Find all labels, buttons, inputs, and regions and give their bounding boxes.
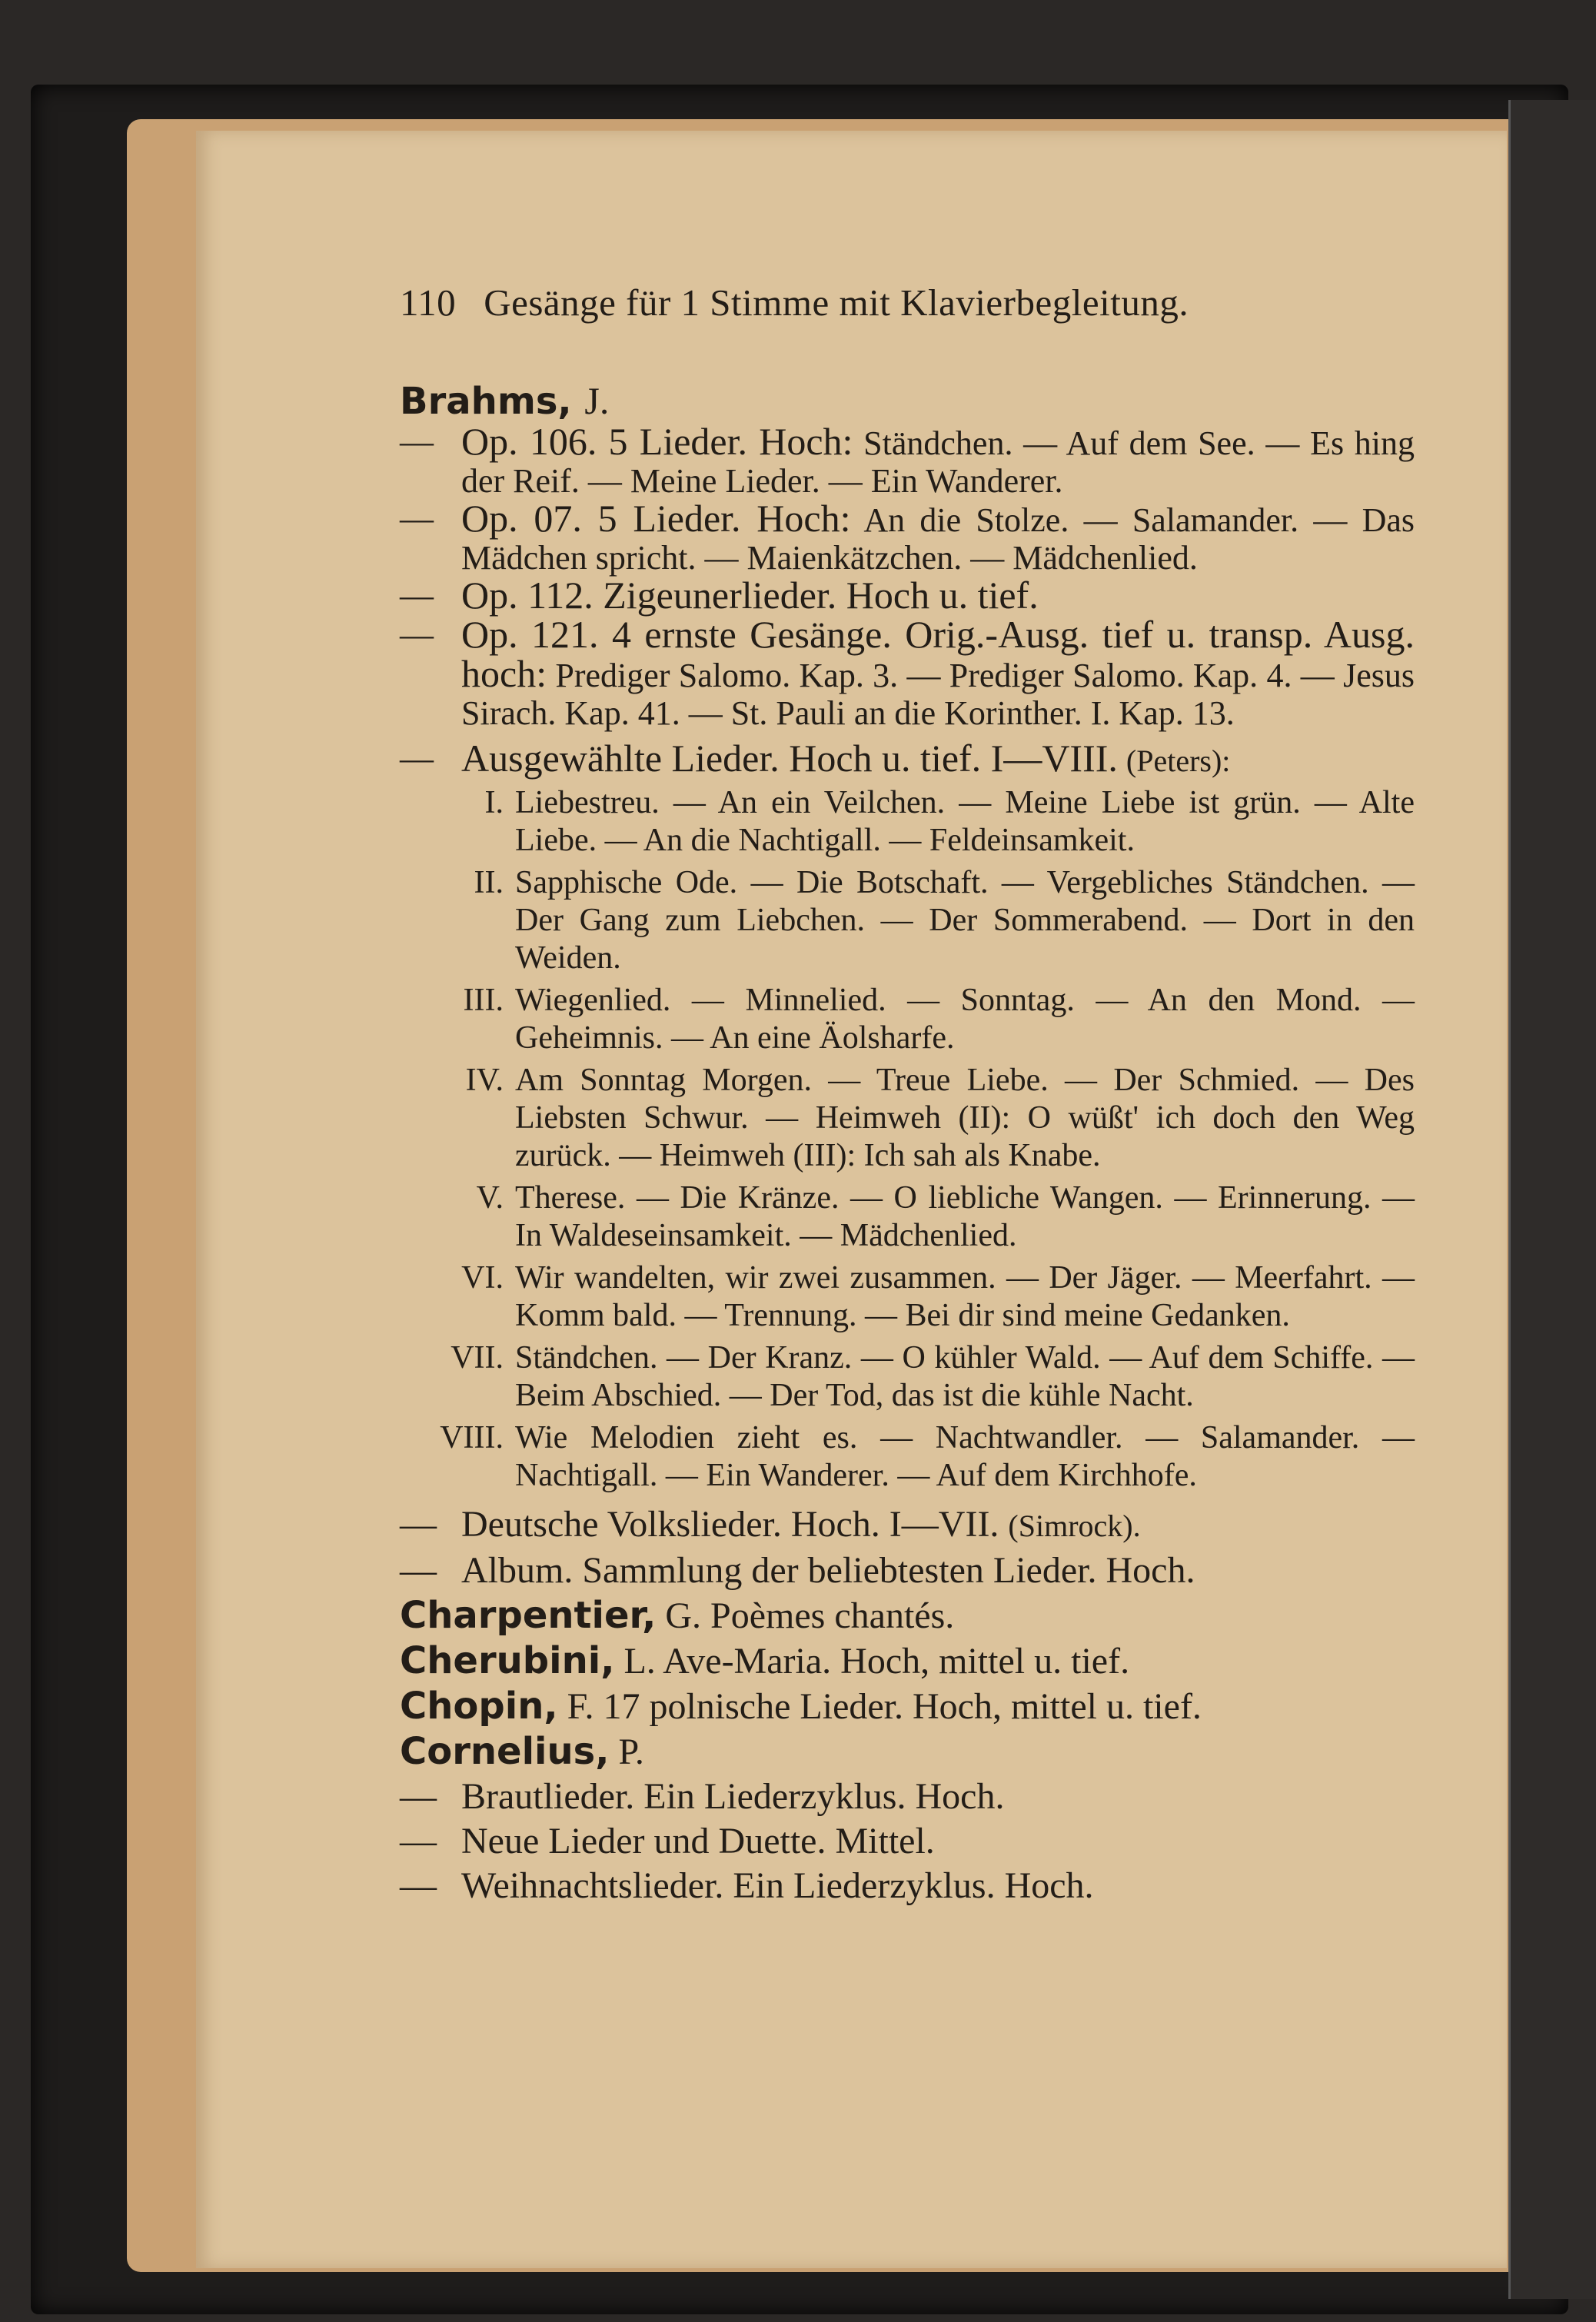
volume-contents: Wiegenlied. — Minnelied. — Sonntag. — An den Mond. — Geheimnis. — An eine Äolsharfe. <box>515 983 1415 1056</box>
work-title: Neue Lieder und Duette. Mittel. <box>461 1821 935 1861</box>
author-initial: F. <box>567 1686 594 1727</box>
work-entry <box>400 613 1415 732</box>
work-heading: Ausgewählte Lieder. Hoch u. tief. I—VIII. <box>461 737 1118 780</box>
publisher: (Peters): <box>1126 744 1231 778</box>
volume-number: VIII. <box>440 1420 504 1455</box>
work-entry <box>400 737 1415 780</box>
volume-entry <box>400 1259 1415 1335</box>
dash: — <box>400 1504 437 1545</box>
volume-entry <box>400 1179 1415 1255</box>
author-name: Charpentier, <box>400 1594 657 1637</box>
volume-number: IV. <box>465 1063 504 1098</box>
author-initial: P. <box>618 1732 644 1772</box>
work-entry <box>400 1502 1415 1549</box>
author-initial: G. <box>665 1595 702 1636</box>
work-heading: Op. 106. 5 Lieder. Hoch: <box>461 420 853 463</box>
work-entry <box>400 574 1415 617</box>
running-title: Gesänge für 1 Stimme mit Klavierbegleitung. <box>484 281 1189 324</box>
volume-number: VII. <box>451 1340 504 1376</box>
author-name: Cherubini, <box>400 1639 615 1682</box>
work-title: Poèmes chantés. <box>710 1595 955 1636</box>
author-entry <box>400 1684 1415 1729</box>
dash: — <box>400 423 434 461</box>
volume-contents: Sapphische Ode. — Die Botschaft. — Vergebliches Ständchen. — Der Gang zum Liebchen. — Der Sommerabend. — Dort in den Weiden. <box>515 865 1415 976</box>
author-name: Chopin, <box>400 1685 558 1728</box>
work-contents: Prediger Salomo. Kap. 3. — Prediger Salomo. Kap. 4. — Jesus Sirach. Kap. 41. — St. Pauli an die Korinther. I. Kap. 13. <box>461 657 1415 732</box>
work-heading: Op. 112. Zigeunerlieder. Hoch u. tief. <box>461 574 1039 617</box>
work-entry <box>400 1864 1415 1908</box>
volume-number: V. <box>476 1180 504 1216</box>
work-entry <box>400 1549 1415 1593</box>
work-title: Brautlieder. Ein Liederzyklus. Hoch. <box>461 1776 1005 1817</box>
volume-contents: Therese. — Die Kränze. — O liebliche Wangen. — Erinnerung. — In Waldeseinsamkeit. — Mädchenlied. <box>515 1180 1415 1253</box>
volume-entry <box>400 1339 1415 1415</box>
work-contents: An die Stolze. — Salamander. — Das Mädchen spricht. — Maienkätzchen. — Mädchenlied. <box>461 501 1415 577</box>
volume-number: VI. <box>461 1260 504 1296</box>
author-name: Brahms, <box>400 380 572 423</box>
volume-number: III. <box>463 983 504 1018</box>
work-title: Weihnachtslieder. Ein Liederzyklus. Hoch. <box>461 1865 1094 1906</box>
author-initial: L. <box>623 1641 656 1682</box>
author-name: Cornelius, <box>400 1730 610 1773</box>
work-entry <box>400 420 1415 500</box>
work-heading: Album. Sammlung der beliebtesten Lieder. Hoch. <box>461 1550 1195 1591</box>
volume-number: I. <box>484 785 504 820</box>
work-title: Ave-Maria. Hoch, mittel u. tief. <box>663 1641 1130 1682</box>
work-contents: Ständchen. — Auf dem See. — Es hing der Reif. — Meine Lieder. — Ein Wanderer. <box>461 424 1415 500</box>
author-entry <box>400 1593 1415 1638</box>
work-heading: Op. 07. 5 Lieder. Hoch: <box>461 497 851 540</box>
work-heading: Deutsche Volkslieder. Hoch. I—VII. <box>461 1504 999 1545</box>
volume-entry <box>400 864 1415 977</box>
work-entry <box>400 1775 1415 1819</box>
volume-entry <box>400 1062 1415 1175</box>
volume-contents: Wir wandelten, wir zwei zusammen. — Der Jäger. — Meerfahrt. — Komm bald. — Trennung. — Bei dir sind meine Gedanken. <box>515 1260 1415 1333</box>
author-heading <box>400 378 1415 423</box>
dash: — <box>400 616 434 654</box>
facing-cover <box>1508 100 1596 2299</box>
volume-entry <box>400 1419 1415 1495</box>
work-entry <box>400 497 1415 577</box>
author-entry <box>400 1638 1415 1684</box>
work-entry <box>400 1819 1415 1864</box>
page-number: 110 <box>400 281 457 324</box>
dash: — <box>400 1865 437 1906</box>
volume-contents: Ständchen. — Der Kranz. — O kühler Wald. — Auf dem Schiffe. — Beim Abschied. — Der Tod, das ist die kühle Nacht. <box>515 1340 1415 1413</box>
volume-contents: Am Sonntag Morgen. — Treue Liebe. — Der Schmied. — Des Liebsten Schwur. — Heimweh (II): O wüßt' ich doch den Weg zurück. — Heimweh (III): Ich sah als Knabe. <box>515 1063 1415 1173</box>
volume-entry <box>400 784 1415 860</box>
author-entry <box>400 1729 1415 1775</box>
work-title: 17 polnische Lieder. Hoch, mittel u. tief. <box>603 1686 1202 1727</box>
dash: — <box>400 577 434 614</box>
work-heading: Op. 121. 4 ernste Gesänge. Orig.-Ausg. tief u. transp. Ausg. hoch: <box>461 613 1415 695</box>
volume-entry <box>400 982 1415 1057</box>
volume-contents: Wie Melodien zieht es. — Nachtwandler. — Salamander. — Nachtigall. — Ein Wanderer. — Auf dem Kirchhofe. <box>515 1420 1415 1493</box>
dash: — <box>400 1776 437 1817</box>
dash: — <box>400 1550 437 1591</box>
running-head <box>400 281 1415 324</box>
author-initial: J. <box>584 379 610 422</box>
publisher: (Simrock). <box>1008 1509 1141 1543</box>
volume-number: II. <box>474 865 504 900</box>
dash: — <box>400 1821 437 1861</box>
volume-contents: Liebestreu. — An ein Veilchen. — Meine Liebe ist grün. — Alte Liebe. — An die Nachtigall. — Feldeinsamkeit. <box>515 785 1415 858</box>
dash: — <box>400 740 434 777</box>
dash: — <box>400 500 434 537</box>
page-text <box>400 281 1415 1908</box>
